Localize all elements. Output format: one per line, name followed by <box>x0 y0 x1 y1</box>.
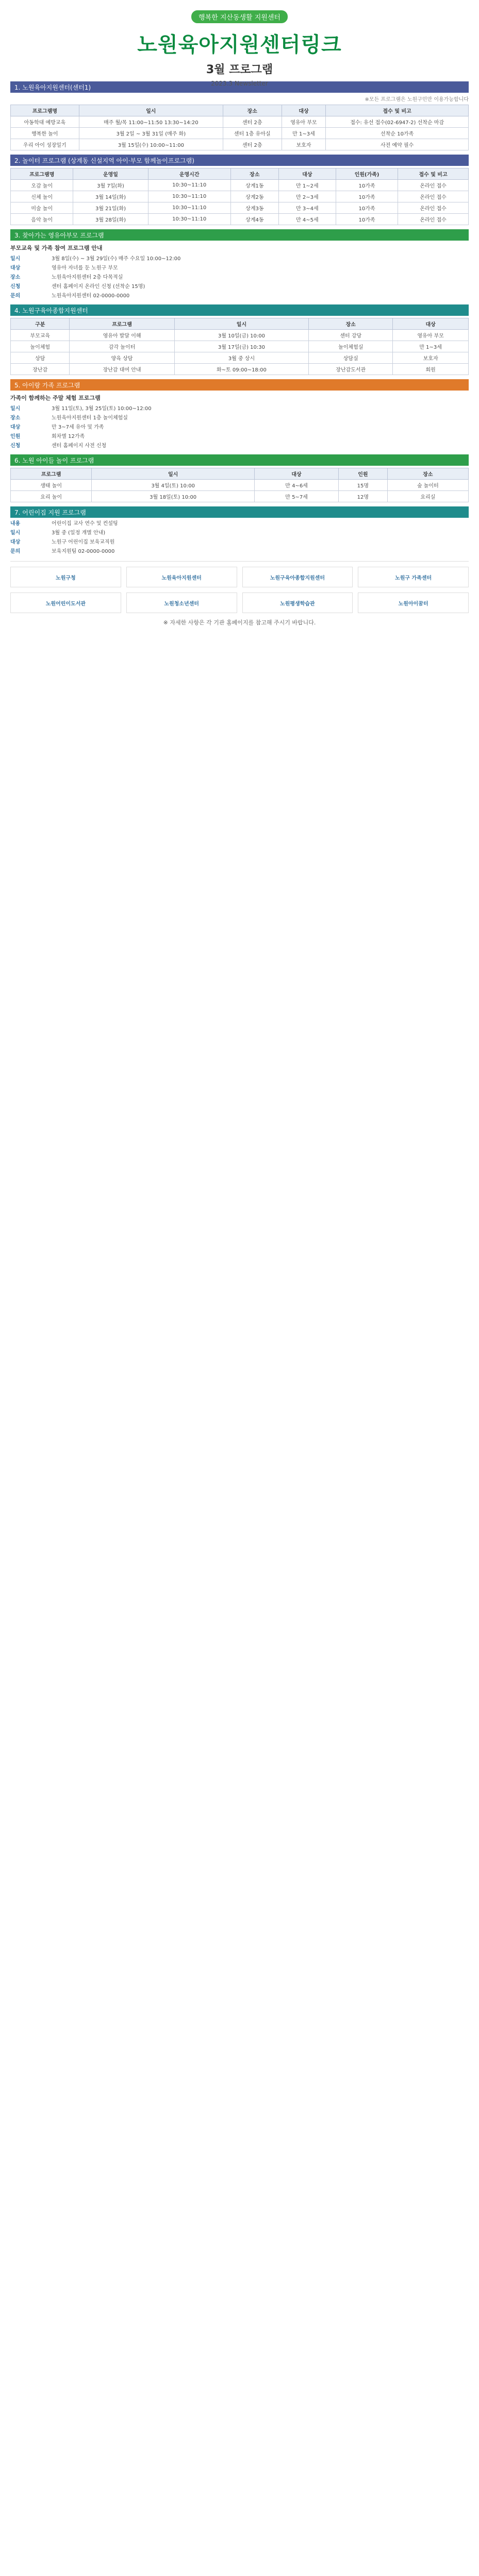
th: 운영일 <box>73 168 148 180</box>
cell: 3월 중 상시 <box>174 352 309 364</box>
th: 인원 <box>339 468 388 480</box>
th: 장소 <box>223 105 282 116</box>
cell: 3월 10일(금) 10:00 <box>174 330 309 341</box>
section-bar-4: 4. 노원구육아종합지원센터 <box>10 304 469 316</box>
cell: 회원 <box>393 364 469 375</box>
info-row <box>10 442 469 450</box>
cell: 센터 강당 <box>309 330 393 341</box>
cell: 신체 놀이 <box>11 191 73 202</box>
cell: 10가족 <box>336 191 398 202</box>
th: 대상 <box>393 318 469 330</box>
table-row <box>11 128 469 139</box>
partner-logo[interactable]: 노원어린이도서관 <box>10 592 121 613</box>
table-row <box>11 491 469 502</box>
info-value: 노원육아지원센터 1층 놀이체험실 <box>52 415 128 421</box>
cell: 만 4~6세 <box>255 480 339 491</box>
info-key: 일시 <box>10 530 21 536</box>
cell: 3월 14일(화) <box>73 191 148 202</box>
th: 프로그램 <box>11 468 92 480</box>
table-row <box>11 480 469 491</box>
cell: 센터 1층 유아실 <box>223 128 282 139</box>
cell: 온라인 접수 <box>398 180 469 191</box>
info-key: 대상 <box>10 425 21 430</box>
th: 프로그램명 <box>11 168 73 180</box>
th: 일시 <box>92 468 255 480</box>
info-key: 일시 <box>10 406 21 412</box>
info-value: 노원육아지원센터 02-0000-0000 <box>52 293 130 299</box>
cell: 10:30~11:10 <box>148 214 230 225</box>
cell: 생태 놀이 <box>11 480 92 491</box>
th: 대상 <box>282 105 326 116</box>
th: 인원(가족) <box>336 168 398 180</box>
cell: 양육 상담 <box>70 352 174 364</box>
table-row <box>11 116 469 128</box>
cell: 온라인 접수 <box>398 214 469 225</box>
cell: 만 1~2세 <box>278 180 336 191</box>
cell: 감각 놀이터 <box>70 341 174 352</box>
info-row <box>10 548 469 556</box>
info-value: 3월 11일(토), 3월 25일(토) 10:00~12:00 <box>52 406 152 412</box>
cell: 만 1~3세 <box>393 341 469 352</box>
cell: 만 2~3세 <box>278 191 336 202</box>
info-key: 문의 <box>10 549 21 554</box>
footer-note: ※ 자세한 사항은 각 기관 홈페이지를 참고해 주시기 바랍니다. <box>163 619 316 626</box>
partner-logo[interactable]: 노원육아지원센터 <box>126 567 237 587</box>
cell: 12명 <box>339 491 388 502</box>
cell: 접수: 유선 접수(02-6947-2) 선착순 마감 <box>326 116 469 128</box>
table-row <box>11 341 469 352</box>
table-row <box>11 139 469 150</box>
cell: 만 5~7세 <box>255 491 339 502</box>
cell: 온라인 접수 <box>398 191 469 202</box>
th: 장소 <box>230 168 278 180</box>
info-key: 신청 <box>10 443 21 449</box>
partner-logos <box>10 567 469 613</box>
cell: 3월 28일(화) <box>73 214 148 225</box>
cell: 부모교육 <box>11 330 70 341</box>
info-key: 일시 <box>10 256 21 262</box>
info-row <box>10 414 469 422</box>
cell: 3월 7일(화) <box>73 180 148 191</box>
partner-logo[interactable]: 노원구청 <box>10 567 121 587</box>
cell: 요리 놀이 <box>11 491 92 502</box>
cell: 숲 놀이터 <box>387 480 468 491</box>
th: 프로그램명 <box>11 105 79 116</box>
page-title: 노원육아지원센터링크 <box>137 33 342 57</box>
cell: 행복한 놀이 <box>11 128 79 139</box>
info-key: 문의 <box>10 293 21 299</box>
table-section-2 <box>10 168 469 225</box>
info-key: 내용 <box>10 521 21 527</box>
th: 장소 <box>387 468 468 480</box>
info-row <box>10 283 469 291</box>
th: 일시 <box>79 105 223 116</box>
cell: 10가족 <box>336 214 398 225</box>
info-value: 노원구 어린이집 보육교직원 <box>52 539 115 545</box>
cell: 만 1~3세 <box>282 128 326 139</box>
table-section-1 <box>10 105 469 150</box>
partner-logo[interactable]: 노원청소년센터 <box>126 592 237 613</box>
info-row <box>10 538 469 547</box>
cell: 장난감 <box>11 364 70 375</box>
info-value: 영유아 자녀를 둔 노원구 부모 <box>52 265 118 271</box>
table-row <box>11 330 469 341</box>
info-row <box>10 423 469 432</box>
cell: 상계3동 <box>230 202 278 214</box>
cell: 영유아 부모 <box>393 330 469 341</box>
cell: 15명 <box>339 480 388 491</box>
th: 접수 및 비고 <box>398 168 469 180</box>
info-value: 보육지원팀 02-0000-0000 <box>52 549 115 554</box>
cell: 3월 17일(금) 10:30 <box>174 341 309 352</box>
table-row <box>11 191 469 202</box>
cell: 아동학대 예방교육 <box>11 116 79 128</box>
info-row <box>10 529 469 537</box>
cell: 요리실 <box>387 491 468 502</box>
page-subtitle: 3월 프로그램 <box>206 63 273 76</box>
th: 장소 <box>309 318 393 330</box>
header-kicker: 행복한 지산동생활 지원센터 <box>191 10 288 23</box>
info-value: 3월 8일(수) ~ 3월 29일(수) 매주 수요일 10:00~12:00 <box>52 256 181 262</box>
cell: 놀이체험실 <box>309 341 393 352</box>
cell: 매주 월/목 11:00~11:50 13:30~14:20 <box>79 116 223 128</box>
table-row <box>11 364 469 375</box>
section-bar-1: 1. 노원육아지원센터(센터1) <box>10 81 469 93</box>
info-key: 대상 <box>10 539 21 545</box>
table-row <box>11 180 469 191</box>
cell: 보호자 <box>282 139 326 150</box>
cell: 10가족 <box>336 180 398 191</box>
info-row <box>10 264 469 273</box>
cell: 10:30~11:10 <box>148 180 230 191</box>
info-key: 인원 <box>10 434 21 439</box>
th: 대상 <box>255 468 339 480</box>
th: 대상 <box>278 168 336 180</box>
cell: 상계1동 <box>230 180 278 191</box>
cell: 만 4~5세 <box>278 214 336 225</box>
cell: 보호자 <box>393 352 469 364</box>
table-section-6 <box>10 468 469 502</box>
cell: 상계4동 <box>230 214 278 225</box>
info-row <box>10 274 469 282</box>
table-section-4 <box>10 318 469 375</box>
cell: 3월 21일(화) <box>73 202 148 214</box>
info-value: 만 3~7세 유아 및 가족 <box>52 425 104 430</box>
info-row <box>10 405 469 413</box>
info-value: 센터 홈페이지 사전 신청 <box>52 443 107 449</box>
section-bar-5: 5. 아이랑 가족 프로그램 <box>10 379 469 391</box>
cell: 미술 놀이 <box>11 202 73 214</box>
partner-logo[interactable]: 노원구육아종합지원센터 <box>242 567 353 587</box>
info-row <box>10 255 469 263</box>
cell: 만 3~4세 <box>278 202 336 214</box>
cell: 상계2동 <box>230 191 278 202</box>
section-1-note: ※모든 프로그램은 노원구민만 이용가능합니다 <box>365 97 469 103</box>
cell: 10:30~11:10 <box>148 191 230 202</box>
th: 운영시간 <box>148 168 230 180</box>
section-5-lead: 가족이 함께하는 주말 체험 프로그램 <box>10 395 101 401</box>
th: 일시 <box>174 318 309 330</box>
cell: 오감 놀이 <box>11 180 73 191</box>
newsletter-period: 2023.3 Newsletter <box>211 80 268 87</box>
partner-logo[interactable]: 노원아이꿈터 <box>358 592 469 613</box>
info-row <box>10 292 469 300</box>
cell: 음악 놀이 <box>11 214 73 225</box>
cell: 영유아 발달 이해 <box>70 330 174 341</box>
cell: 선착순 10가족 <box>326 128 469 139</box>
divider <box>10 561 469 562</box>
info-key: 대상 <box>10 265 21 271</box>
section-bar-3: 3. 찾아가는 영유아부모 프로그램 <box>10 229 469 241</box>
cell: 화~토 09:00~18:00 <box>174 364 309 375</box>
info-value: 3월 중 (일정 개별 안내) <box>52 530 106 536</box>
cell: 놀이체험 <box>11 341 70 352</box>
cell: 센터 2층 <box>223 116 282 128</box>
th: 프로그램 <box>70 318 174 330</box>
cell: 센터 2층 <box>223 139 282 150</box>
cell: 3월 15일(수) 10:00~11:00 <box>79 139 223 150</box>
table-row <box>11 214 469 225</box>
section-bar-7: 7. 어린이집 지원 프로그램 <box>10 506 469 518</box>
info-key: 장소 <box>10 415 21 421</box>
partner-logo[interactable]: 노원구 가족센터 <box>358 567 469 587</box>
cell: 상담 <box>11 352 70 364</box>
partner-logo[interactable]: 노원평생학습관 <box>242 592 353 613</box>
table-row <box>11 202 469 214</box>
th: 구분 <box>11 318 70 330</box>
cell: 영유아 부모 <box>282 116 326 128</box>
cell: 장난감 대여 안내 <box>70 364 174 375</box>
cell: 10:30~11:10 <box>148 202 230 214</box>
table-row <box>11 352 469 364</box>
info-value: 노원육아지원센터 2층 다목적실 <box>52 275 123 280</box>
cell: 온라인 접수 <box>398 202 469 214</box>
cell: 장난감도서관 <box>309 364 393 375</box>
info-row <box>10 520 469 528</box>
info-value: 센터 홈페이지 온라인 신청 (선착순 15명) <box>52 284 145 290</box>
section-bar-6: 6. 노원 아이들 놀이 프로그램 <box>10 454 469 466</box>
info-key: 장소 <box>10 275 21 280</box>
info-value: 어린이집 교사 연수 및 컨설팅 <box>52 521 118 527</box>
cell: 3월 2일 ~ 3월 31일 (매주 화) <box>79 128 223 139</box>
cell: 10가족 <box>336 202 398 214</box>
info-value: 회차별 12가족 <box>52 434 85 439</box>
cell: 우리 아이 성장일기 <box>11 139 79 150</box>
cell: 사전 예약 필수 <box>326 139 469 150</box>
cell: 3월 4일(토) 10:00 <box>92 480 255 491</box>
cell: 상담실 <box>309 352 393 364</box>
cell: 3월 18일(토) 10:00 <box>92 491 255 502</box>
section-3-lead: 부모교육 및 가족 참여 프로그램 안내 <box>10 245 103 251</box>
section-bar-2: 2. 놀이터 프로그램 (상계동 신설지역 아이·부모 함께놀이프로그램) <box>10 155 469 166</box>
info-row <box>10 433 469 441</box>
th: 접수 및 비고 <box>326 105 469 116</box>
info-key: 신청 <box>10 284 21 290</box>
